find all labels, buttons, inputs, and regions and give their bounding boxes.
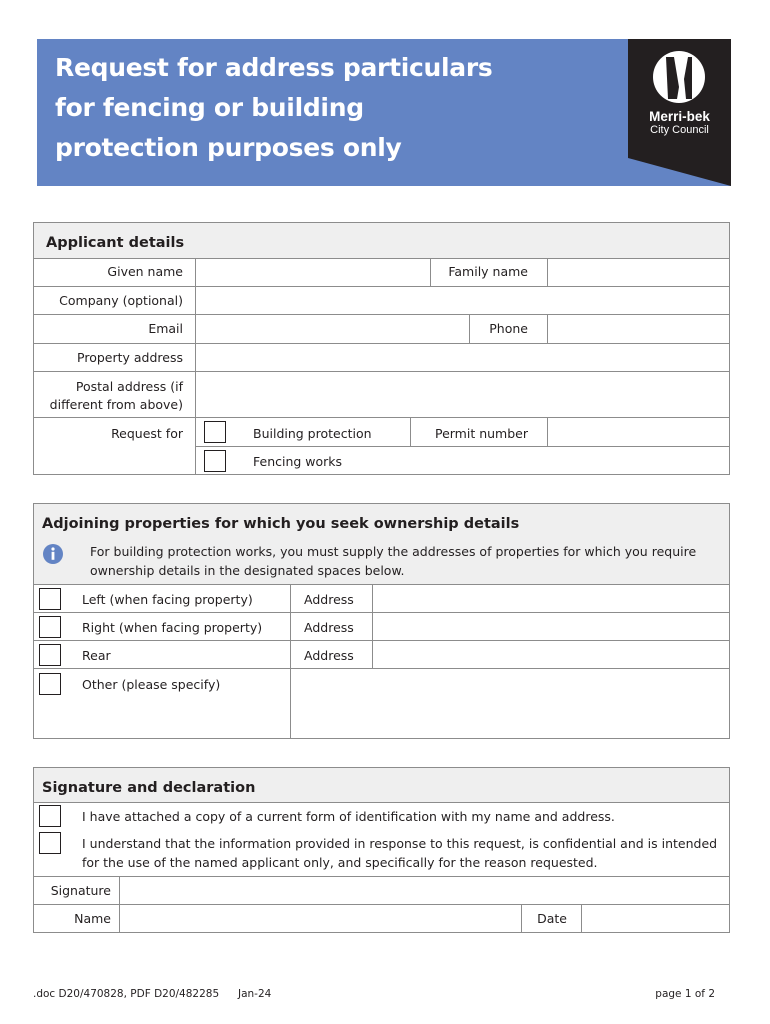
- fencing-works-checkbox[interactable]: [204, 450, 226, 472]
- phone-label: Phone: [489, 321, 528, 336]
- postal-label-line-1: Postal address (if: [75, 379, 183, 394]
- family-name-label: Family name: [448, 264, 528, 279]
- page-title: [55, 48, 595, 168]
- logo-name: Merri-bek: [649, 109, 710, 124]
- confidentiality-checkbox[interactable]: [39, 832, 61, 854]
- date-field[interactable]: [582, 905, 730, 933]
- postal-address-label: [50, 378, 183, 414]
- section-title: Applicant details: [46, 235, 185, 251]
- signature-label: Signature: [50, 883, 111, 898]
- title-line-1: Request for address particulars: [55, 53, 493, 82]
- info-line-1: For building protection works, you must supply the addresses of properties for which you require: [90, 544, 697, 559]
- footer-doc-ref: .doc D20/470828, PDF D20/482285: [33, 988, 220, 1000]
- given-name-field[interactable]: [196, 259, 430, 286]
- other-property-checkbox[interactable]: [39, 673, 61, 695]
- section-title: Signature and declaration: [42, 780, 256, 796]
- right-address-label: Address: [304, 620, 354, 635]
- right-address-field[interactable]: [373, 613, 730, 640]
- rear-address-label: Address: [304, 648, 354, 663]
- confidentiality-line-2: for the use of the named applicant only, and specifically for the reason requested.: [82, 855, 598, 870]
- title-line-2: for fencing or building: [55, 93, 364, 122]
- rear-address-field[interactable]: [373, 641, 730, 668]
- building-protection-checkbox[interactable]: [204, 421, 226, 443]
- family-name-field[interactable]: [548, 259, 730, 286]
- applicant-details-section: [33, 222, 730, 475]
- section-title: Adjoining properties for which you seek ownership details: [42, 516, 520, 532]
- company-field[interactable]: [196, 287, 730, 314]
- company-label: Company (optional): [59, 293, 183, 308]
- given-name-label: Given name: [107, 264, 183, 279]
- name-label: Name: [74, 911, 111, 926]
- property-address-field[interactable]: [196, 344, 730, 371]
- request-for-label: Request for: [111, 426, 183, 441]
- title-line-3: protection purposes only: [55, 133, 402, 162]
- id-attached-checkbox[interactable]: [39, 805, 61, 827]
- footer-date: Jan-24: [238, 988, 272, 1000]
- info-text: [90, 542, 696, 580]
- confidentiality-line-1: I understand that the information provided in response to this request, is confidential and is intended: [82, 836, 718, 851]
- info-icon: [42, 543, 64, 565]
- signature-section: [33, 767, 730, 933]
- right-property-checkbox[interactable]: [39, 616, 61, 638]
- email-field[interactable]: [196, 315, 469, 343]
- left-address-label: Address: [304, 592, 354, 607]
- phone-field[interactable]: [548, 315, 730, 343]
- left-property-checkbox[interactable]: [39, 588, 61, 610]
- other-property-label: Other (please specify): [82, 677, 221, 692]
- confidentiality-text: [82, 834, 717, 872]
- property-address-label: Property address: [77, 350, 183, 365]
- adjoining-properties-section: [33, 503, 730, 739]
- date-label: Date: [537, 911, 567, 926]
- left-address-field[interactable]: [373, 585, 730, 612]
- permit-number-field[interactable]: [548, 418, 730, 446]
- logo-subtitle: City Council: [650, 124, 709, 136]
- rear-property-checkbox[interactable]: [39, 644, 61, 666]
- postal-address-field[interactable]: [196, 372, 730, 417]
- name-field[interactable]: [120, 905, 521, 933]
- building-protection-label: Building protection: [253, 426, 372, 441]
- signature-field[interactable]: [120, 877, 730, 904]
- email-label: Email: [148, 321, 183, 336]
- rear-property-label: Rear: [82, 648, 111, 663]
- left-property-label: Left (when facing property): [82, 592, 253, 607]
- fencing-works-label: Fencing works: [253, 454, 343, 469]
- permit-number-label: Permit number: [434, 426, 528, 441]
- other-address-field[interactable]: [291, 669, 730, 739]
- id-attached-label: I have attached a copy of a current form of identification with my name and address.: [82, 809, 615, 824]
- info-line-2: ownership details in the designated spaces below.: [90, 563, 405, 578]
- postal-label-line-2: different from above): [49, 397, 183, 412]
- right-property-label: Right (when facing property): [82, 620, 263, 635]
- footer-page-number: page 1 of 2: [655, 988, 715, 1000]
